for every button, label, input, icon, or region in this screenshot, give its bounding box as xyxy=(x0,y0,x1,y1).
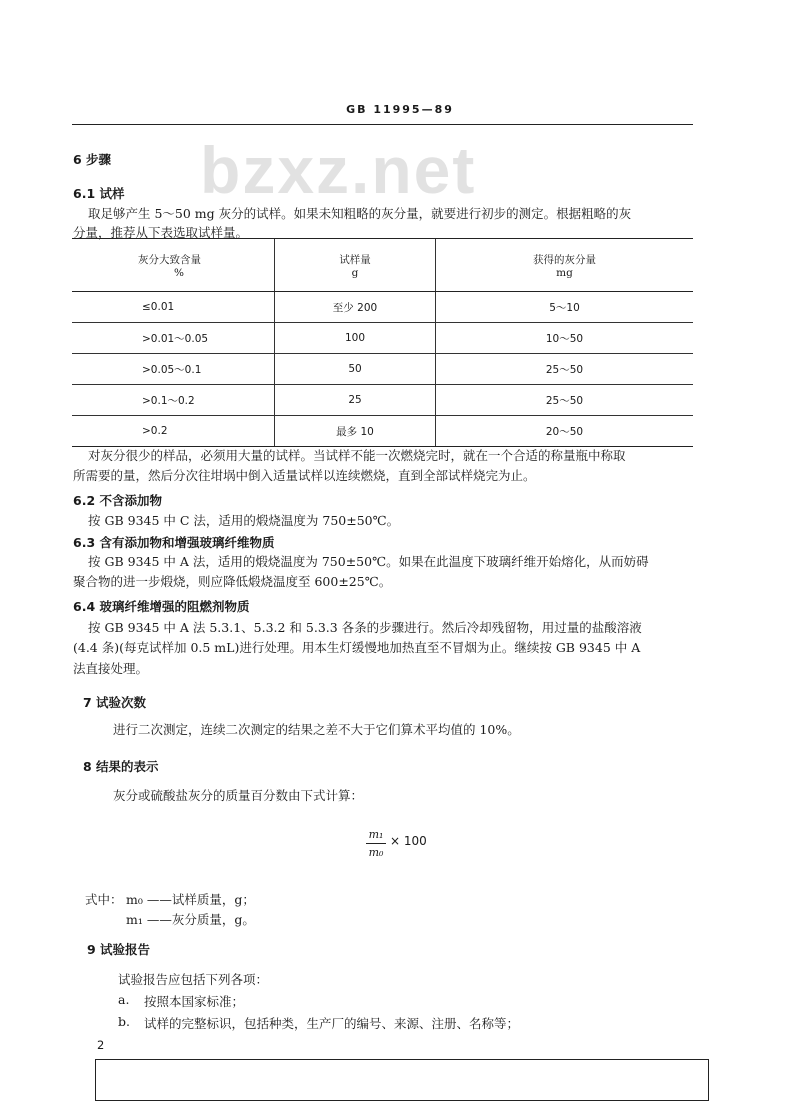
table-row xyxy=(72,292,693,323)
table-cell: ≤0.01 xyxy=(72,292,275,323)
table-cell: >0.01～0.05 xyxy=(72,323,275,354)
table-header-ash-obtained: 获得的灰分量 mg xyxy=(436,239,694,292)
table-header-ash-content: 灰分大致含量 % xyxy=(72,239,275,292)
where-label: 式中： xyxy=(85,892,123,907)
list-item: 按照本国家标准； xyxy=(144,994,245,1009)
table-cell: 10～50 xyxy=(436,323,694,354)
table-row xyxy=(72,385,693,416)
section-6-2-para: 按 GB 9345 中 C 法，适用的煅烧温度为 750±50℃。 xyxy=(88,513,400,528)
section-8-heading: 8 结果的表示 xyxy=(83,759,159,774)
section-9-heading: 9 试验报告 xyxy=(87,942,151,957)
formula-denominator: m₀ xyxy=(368,846,384,859)
fraction-bar xyxy=(366,843,386,844)
section-6-4-line2: (4.4 条)(每克试样加 0.5 mL)进行处理。用本生灯缓慢地加热直至不冒烟为止。继续按 GB 9345 中 A xyxy=(73,640,641,655)
next-page-frame xyxy=(95,1059,709,1101)
table-cell: 25 xyxy=(275,385,436,416)
formula-multiplier: × 100 xyxy=(390,834,427,848)
section-6-4-heading: 6.4 玻璃纤维增强的阻燃剂物质 xyxy=(73,599,250,614)
table-header-sample-mass: 试样量 g xyxy=(275,239,436,292)
section-6-3-heading: 6.3 含有添加物和增强玻璃纤维物质 xyxy=(73,535,275,550)
section-8-para: 灰分或硫酸盐灰分的质量百分数由下式计算： xyxy=(113,788,364,803)
table-cell: >0.2 xyxy=(72,416,275,447)
table-cell: 至少 200 xyxy=(275,292,436,323)
table-cell: >0.05～0.1 xyxy=(72,354,275,385)
table-cell: 25～50 xyxy=(436,354,694,385)
list-item-marker: a. xyxy=(118,992,130,1007)
section-6-4-line3: 法直接处理。 xyxy=(73,661,149,676)
table-cell: 20～50 xyxy=(436,416,694,447)
table-cell: 最多 10 xyxy=(275,416,436,447)
table-cell: 50 xyxy=(275,354,436,385)
section-6-1-para2-line2: 所需要的量，然后分次往坩埚中倒入适量试样以连续燃烧，直到全部试样烧完为止。 xyxy=(73,468,536,483)
table-cell: 25～50 xyxy=(436,385,694,416)
section-7-para: 进行二次测定，连续二次测定的结果之差不大于它们算术平均值的 10%。 xyxy=(113,722,520,737)
section-6-1-para1-line2: 分量，推荐从下表选取试样量。 xyxy=(73,225,249,240)
section-6-1-para2-line1: 对灰分很少的样品，必须用大量的试样。当试样不能一次燃烧完时，就在一个合适的称量瓶中称取 xyxy=(88,448,626,463)
definition-m1: m₁ ——灰分质量，g。 xyxy=(126,912,255,927)
table-cell: 5～10 xyxy=(436,292,694,323)
page-number: 2 xyxy=(97,1038,105,1052)
section-6-1-heading: 6.1 试样 xyxy=(73,186,125,201)
section-6-4-line1: 按 GB 9345 中 A 法 5.3.1、5.3.2 和 5.3.3 各条的步骤进行。然后冷却残留物，用过量的盐酸溶液 xyxy=(88,620,642,635)
table-row xyxy=(72,354,693,385)
section-7-heading: 7 试验次数 xyxy=(83,695,147,710)
formula-numerator: m₁ xyxy=(368,828,384,841)
section-6-heading: 6 步骤 xyxy=(73,152,112,167)
list-item-marker: b. xyxy=(118,1014,130,1029)
table-header-row xyxy=(72,239,693,292)
table-cell: 100 xyxy=(275,323,436,354)
section-6-3-line2: 聚合物的进一步煅烧，则应降低煅烧温度至 600±25℃。 xyxy=(73,574,392,589)
table-cell: >0.1～0.2 xyxy=(72,385,275,416)
page-header: GB 11995—89 xyxy=(346,103,454,116)
table-row xyxy=(72,323,693,354)
section-6-2-heading: 6.2 不含添加物 xyxy=(73,493,162,508)
list-item: 试样的完整标识，包括种类，生产厂的编号、来源、注册、名称等； xyxy=(144,1016,520,1031)
watermark: bzxz.net xyxy=(200,133,477,207)
sample-size-table xyxy=(72,238,693,447)
formula-fraction xyxy=(366,828,386,859)
header-rule xyxy=(72,124,693,125)
definition-m0: m₀ ——试样质量，g； xyxy=(126,892,255,907)
table-row xyxy=(72,416,693,447)
section-6-1-para1-line1: 取足够产生 5～50 mg 灰分的试样。如果未知粗略的灰分量，就要进行初步的测定。根据粗略的灰 xyxy=(88,206,632,221)
section-6-3-line1: 按 GB 9345 中 A 法，适用的煅烧温度为 750±50℃。如果在此温度下玻璃纤维开始熔化，从而妨碍 xyxy=(88,554,649,569)
section-9-para: 试验报告应包括下列各项： xyxy=(118,972,269,987)
